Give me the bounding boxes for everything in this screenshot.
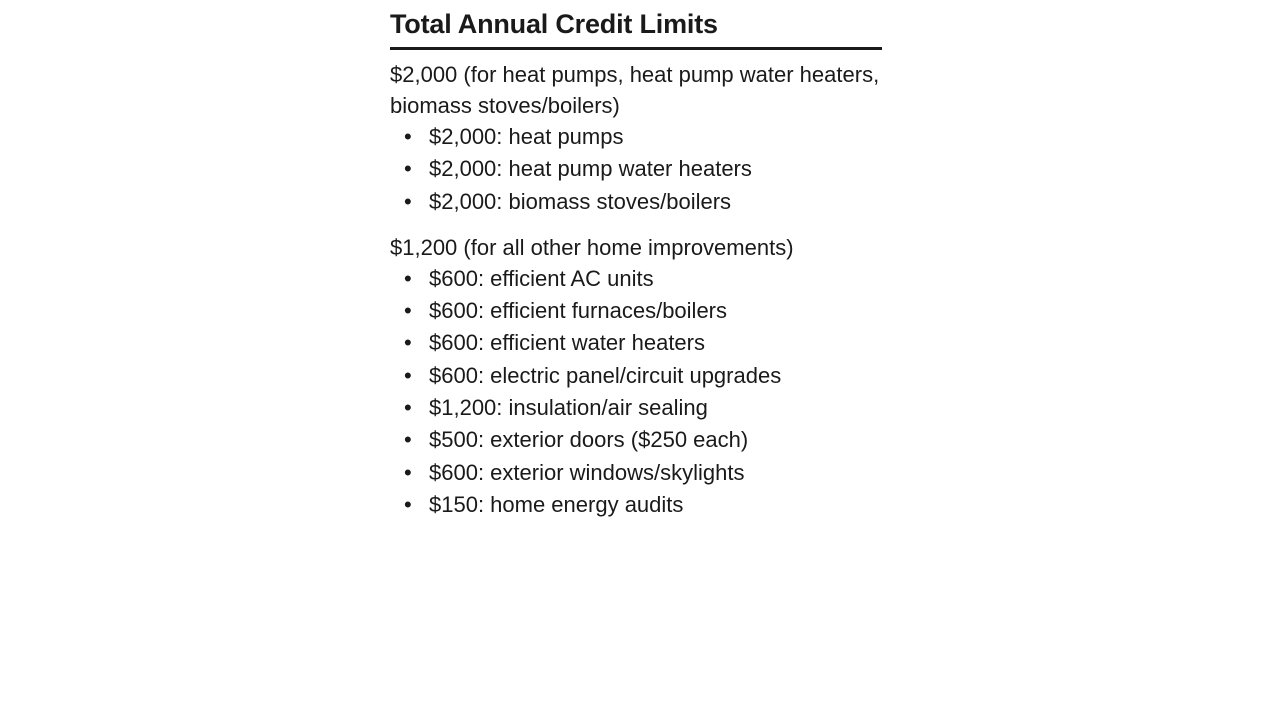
- list-item-text: $2,000: heat pumps: [429, 124, 624, 149]
- credit-limits-document: [390, 8, 882, 521]
- list-item: [390, 263, 882, 295]
- list-item: [390, 295, 882, 327]
- bullet-icon: •: [404, 298, 412, 324]
- list-item: [390, 360, 882, 392]
- list-item-text: $500: exterior doors ($250 each): [429, 427, 749, 453]
- bullet-list: [390, 121, 882, 218]
- list-item-text: $600: exterior windows/skylights: [429, 459, 745, 485]
- bullet-icon: •: [404, 188, 412, 214]
- bullet-icon: •: [404, 265, 412, 291]
- bullet-icon: •: [404, 362, 412, 388]
- bullet-icon: •: [404, 491, 412, 517]
- list-item: [390, 424, 882, 456]
- list-item-text: $600: electric panel/circuit upgrades: [429, 362, 782, 388]
- list-item-text: $150: home energy audits: [429, 491, 684, 517]
- section-intro: $1,200 (for all other home improvements): [390, 234, 794, 260]
- list-item-text: $600: efficient furnaces/boilers: [429, 298, 727, 324]
- bullet-icon: •: [404, 330, 412, 356]
- section-intro: $2,000 (for heat pumps, heat pump water heaters, biomass stoves/boilers): [390, 62, 880, 118]
- section-1200-limit: [390, 232, 882, 521]
- bullet-icon: •: [404, 395, 412, 421]
- list-item-text: $2,000: heat pump water heaters: [429, 156, 752, 182]
- list-item-text: $2,000: biomass stoves/boilers: [429, 188, 732, 214]
- bullet-icon: •: [404, 459, 412, 485]
- list-item-text: $1,200: insulation/air sealing: [429, 395, 708, 421]
- list-item: [390, 489, 882, 521]
- list-item: [390, 186, 882, 218]
- list-item: [390, 153, 882, 185]
- section-2000-limit: [390, 59, 882, 218]
- list-item: [390, 392, 882, 424]
- list-item: [390, 327, 882, 359]
- bullet-icon: •: [404, 156, 412, 182]
- bullet-list: [390, 263, 882, 521]
- list-item-text: $600: efficient AC units: [429, 265, 654, 291]
- bullet-icon: •: [404, 124, 412, 149]
- list-item-text: $600: efficient water heaters: [429, 330, 705, 356]
- bullet-icon: •: [404, 427, 412, 453]
- document-title: Total Annual Credit Limits: [390, 8, 882, 50]
- list-item: [390, 457, 882, 489]
- list-item: [390, 121, 882, 153]
